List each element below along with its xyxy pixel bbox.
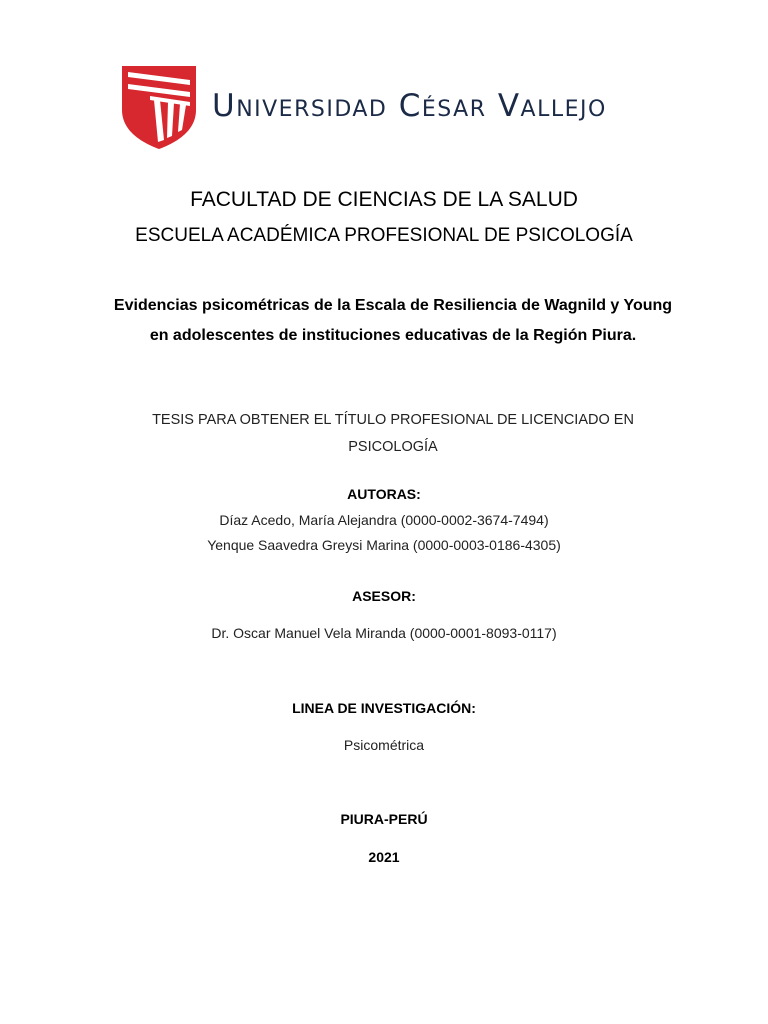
faculty-name: FACULTAD DE CIENCIAS DE LA SALUD — [190, 188, 578, 211]
year-label: 2021 — [368, 849, 400, 865]
school-name: ESCUELA ACADÉMICA PROFESIONAL DE PSICOLOGÍA — [135, 225, 633, 246]
advisor-name: Dr. Oscar Manuel Vela Miranda (0000-0001-8093-0117) — [211, 625, 557, 641]
shield-icon — [120, 62, 198, 150]
university-wordmark: Universidad César Vallejo — [212, 88, 607, 124]
thesis-title: Evidencias psicométricas de la Escala de Resiliencia de Wagnild y Young en adolescentes de instituciones educativas de la Región Piura. — [113, 297, 673, 344]
advisor-label: ASESOR: — [352, 588, 416, 604]
research-line-value: Psicométrica — [343, 737, 425, 753]
author-item: Díaz Acedo, María Alejandra (0000-0002-3674-7494) — [219, 512, 549, 528]
author-item: Yenque Saavedra Greysi Marina (0000-0003-0186-4305) — [207, 537, 561, 553]
authors-label: AUTORAS: — [347, 486, 421, 502]
place-label: PIURA-PERÚ — [340, 811, 428, 827]
research-line-label: LINEA DE INVESTIGACIÓN: — [292, 700, 476, 716]
thesis-purpose: TESIS PARA OBTENER EL TÍTULO PROFESIONAL DE LICENCIADO EN PSICOLOGÍA — [152, 412, 634, 455]
university-logo — [110, 52, 690, 157]
